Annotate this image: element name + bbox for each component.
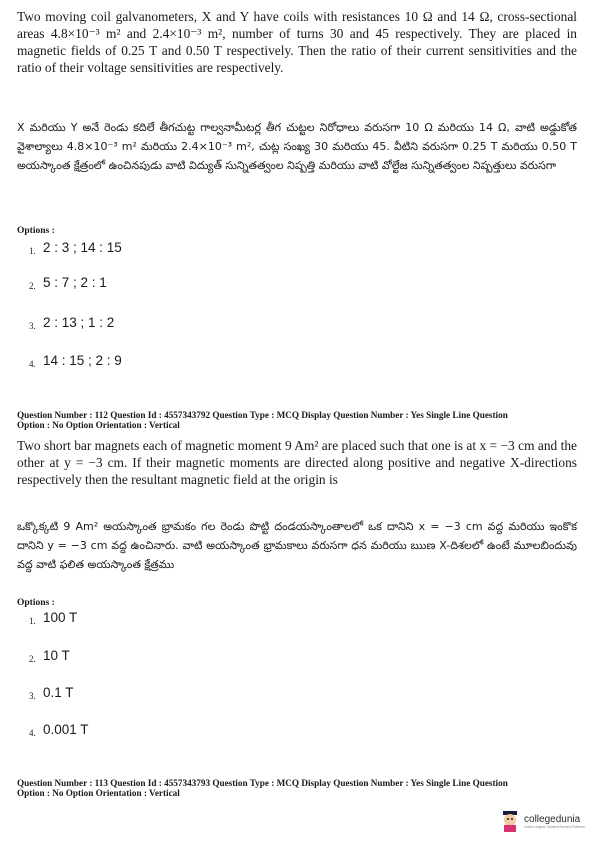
q111-telugu-block [17,118,577,175]
q113-meta [17,778,577,798]
option-number: 3. [29,691,36,701]
option-number: 2. [29,281,36,291]
question-meta: Question Number : 112 Question Id : 4557343792 Question Type : MCQ Display Question Number : Yes Single Line Question Option : No Option Orientation : Vertical [17,410,508,430]
logo-wordmark: collegedunia [524,813,581,825]
option-text: 14 : 15 ; 2 : 9 [43,353,122,368]
option-text: 2 : 3 ; 14 : 15 [43,240,122,255]
q112-english-text [17,437,577,488]
option-text: 0.001 T [43,722,89,737]
q111-question-telugu: X మరియు Y అనే రెండు కదిలే తీగచుట్ట గాల్వనామీటర్ల తీగ చుట్టల నిరోధాలు వరుసగా 10 Ω మరియు 14 Ω, వాటి అడ్డుకోత వైశాల్యాలు 4.8×10⁻³ m² మరియు 2.4×10⁻³ m², చుట్ల సంఖ్య 30 మరియు 45. వీటిని వరుసగా 0.25 T మరియు 0.50 T అయస్కాంత క్షేత్రంలో ఉంచినపుడు వాటి విద్యుత్ సున్నితత్వంల నిష్పత్తి మరియు వాటి వోల్టేజ సున్నితత్వంల నిష్పత్తులు వరుసగా [17,121,577,172]
collegedunia-logo[interactable] [500,810,585,832]
q112-question-telugu: ఒక్కొక్కటి 9 Am² అయస్కాంత భ్రామకం గల రెండు పొట్టి దండయస్కాంతాలలో ఒక దానిని x = −3 cm వద్ద మరియు ఇంకొక దానిని y = −3 cm వద్ద ఉంచినారు. వాటి అయస్కాంత భ్రామకాలు వరుసగా ధన మరియు ఋణ X-దిశలలో ఉంటే మూలబిందువు వద్ద వాటి ఫలిత అయస్కాంత క్షేత్రము [17,520,577,571]
q111-english-text [17,8,577,76]
q112-option-list [17,610,577,740]
q111-option-list [17,240,577,380]
q112-telugu-block [17,517,577,574]
q112-options [17,598,577,608]
q112-meta [17,410,577,430]
options-label: Options : [17,598,55,608]
option-text: 10 T [43,648,70,663]
collegedunia-mascot-icon [500,810,520,832]
options-label: Options : [17,226,55,236]
q112-question: Two short bar magnets each of magnetic moment 9 Am² are placed such that one is at x = −3 cm and the other at y = −3 cm. If their magnetic moments are directed along positive and negative X-directions respectively then the resultant magnetic field at the origin is [17,438,577,487]
option-text: 2 : 13 ; 1 : 2 [43,315,115,330]
logo-tagline: India's largest Student Review Platform [524,824,585,829]
option-number: 4. [29,728,36,738]
option-number: 1. [29,616,36,626]
q111-question: Two moving coil galvanometers, X and Y have coils with resistances 10 Ω and 14 Ω, cross-sectional areas 4.8×10⁻³ m² and 2.4×10⁻³ m², number of turns 30 and 45 respectively. They are placed in magnetic fields of 0.25 T and 0.50 T respectively. Then the ratio of their current sensitivities and the ratio of their voltage sensitivities are respectively. [17,9,577,75]
q111-options [17,226,577,236]
question-meta: Question Number : 113 Question Id : 4557343793 Question Type : MCQ Display Question Number : Yes Single Line Question Option : No Option Orientation : Vertical [17,778,508,798]
option-number: 3. [29,321,36,331]
option-number: 4. [29,359,36,369]
option-text: 100 T [43,610,78,625]
option-number: 2. [29,654,36,664]
option-text: 5 : 7 ; 2 : 1 [43,275,107,290]
option-text: 0.1 T [43,685,74,700]
option-number: 1. [29,246,36,256]
